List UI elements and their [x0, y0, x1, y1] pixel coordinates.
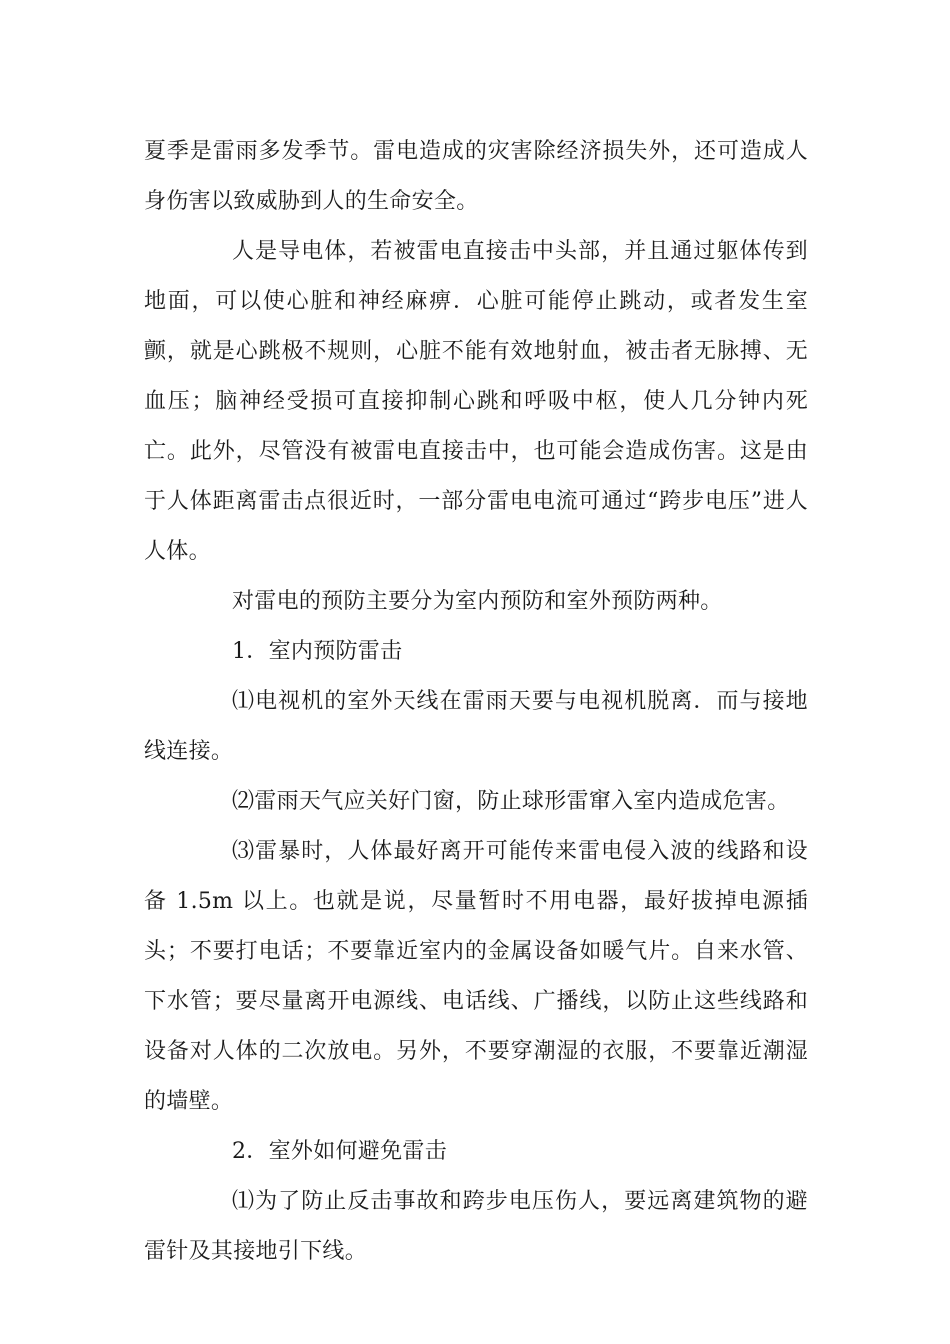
paragraph-conductor: 人是导电体，若被雷电直接击中头部，并且通过躯体传到地面，可以使心脏和神经麻痹．心脏可能停止跳动，或者发生室颤，就是心跳极不规则，心脏不能有效地射血，被击者无脉搏、无血压；脑神经受损可直接抑制心跳和呼吸中枢，使人几分钟内死亡。此外，尽管没有被雷电直接击中，也可能会造成伤害。这是由于人体距离雷击点很近时，一部分雷电电流可通过“跨步电压”进人人体。 [144, 239, 808, 564]
section-heading-outdoor: 2．室外如何避免雷击 [232, 1139, 447, 1164]
indoor-item-2: ⑵雷雨天气应关好门窗，防止球形雷窜入室内造成危害。 [232, 789, 790, 814]
outdoor-item-1: ⑴为了防止反击事故和跨步电压伤人，要远离建筑物的避雷针及其接地引下线。 [144, 1189, 808, 1264]
section-heading-indoor: 1．室内预防雷击 [232, 639, 403, 664]
document-body [144, 127, 808, 1277]
paragraph-prevention: 对雷电的预防主要分为室内预防和室外预防两种。 [232, 589, 723, 614]
paragraph-intro: 夏季是雷雨多发季节。雷电造成的灾害除经济损失外，还可造成人身伤害以致威胁到人的生命安全。 [144, 139, 808, 214]
indoor-item-1: ⑴电视机的室外天线在雷雨天要与电视机脱离．而与接地线连接。 [144, 689, 808, 764]
indoor-item-3: ⑶雷暴时，人体最好离开可能传来雷电侵入波的线路和设备 1.5m 以上。也就是说，尽量暂时不用电器，最好拔掉电源插头；不要打电话；不要靠近室内的金属设备如暖气片。自来水管、下水管；要尽量离开电源线、电话线、广播线，以防止这些线路和设备对人体的二次放电。另外，不要穿潮湿的衣服，不要靠近潮湿的墙壁。 [144, 839, 808, 1114]
